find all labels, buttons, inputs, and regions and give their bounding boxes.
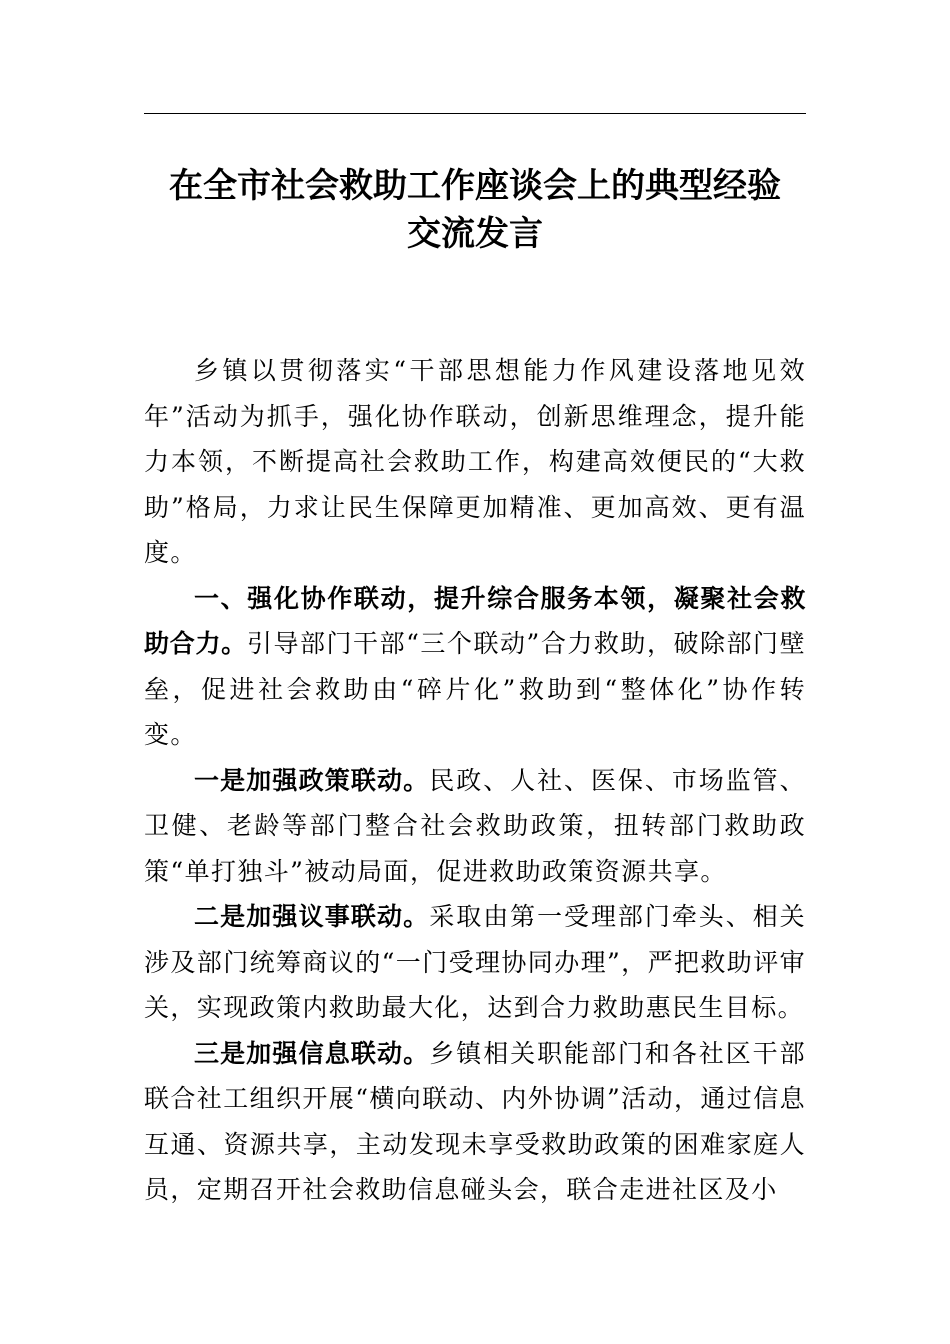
intro-paragraph: 乡镇以贯彻落实“干部思想能力作风建设落地见效年”活动为抓手，强化协作联动，创新思维理念，提升能力本领，不断提高社会救助工作，构建高效便民的“大救助”格局，力求让民生保障更加精准、更加高效、更有温度。	[144, 356, 806, 567]
document-body	[144, 348, 806, 1213]
item-1-text: 民政、人社、医保、市场监管、卫健、老龄等部门整合社会救助政策，扭转部门救助政策“单打独斗”被动局面，促进救助政策资源共享。	[144, 765, 806, 886]
document-title	[144, 162, 806, 258]
item-2-text: 采取由第一受理部门牵头、相关涉及部门统筹商议的“一门受理协同办理”，严把救助评审关，实现政策内救助最大化，达到合力救助惠民生目标。	[144, 902, 806, 1022]
section-1-paragraph	[144, 576, 806, 758]
header-rule	[144, 113, 806, 114]
item-3-paragraph	[144, 1031, 806, 1213]
item-1-lead: 一是加强政策联动。	[194, 765, 430, 795]
item-2-paragraph	[144, 894, 806, 1031]
item-2-lead: 二是加强议事联动。	[194, 902, 430, 931]
title-line-2: 交流发言	[407, 214, 543, 254]
section-1-text: 引导部门干部“三个联动”合力救助，破除部门壁垒，促进社会救助由“碎片化”救助到“整体化”协作转变。	[144, 629, 806, 749]
title-line-1: 在全市社会救助工作座谈会上的典型经验	[169, 166, 781, 206]
item-3-lead: 三是加强信息联动。	[194, 1038, 430, 1068]
item-1-paragraph	[144, 758, 806, 895]
section-1-heading: 一、强化协作联动，提升综合服务本领，凝聚社会救助合力。	[144, 583, 806, 658]
item-3-text: 乡镇相关职能部门和各社区干部联合社工组织开展“横向联动、内外协调”活动，通过信息互通、资源共享，主动发现未享受救助政策的困难家庭人员，定期召开社会救助信息碰头会，联合走进社区及小	[144, 1038, 806, 1204]
